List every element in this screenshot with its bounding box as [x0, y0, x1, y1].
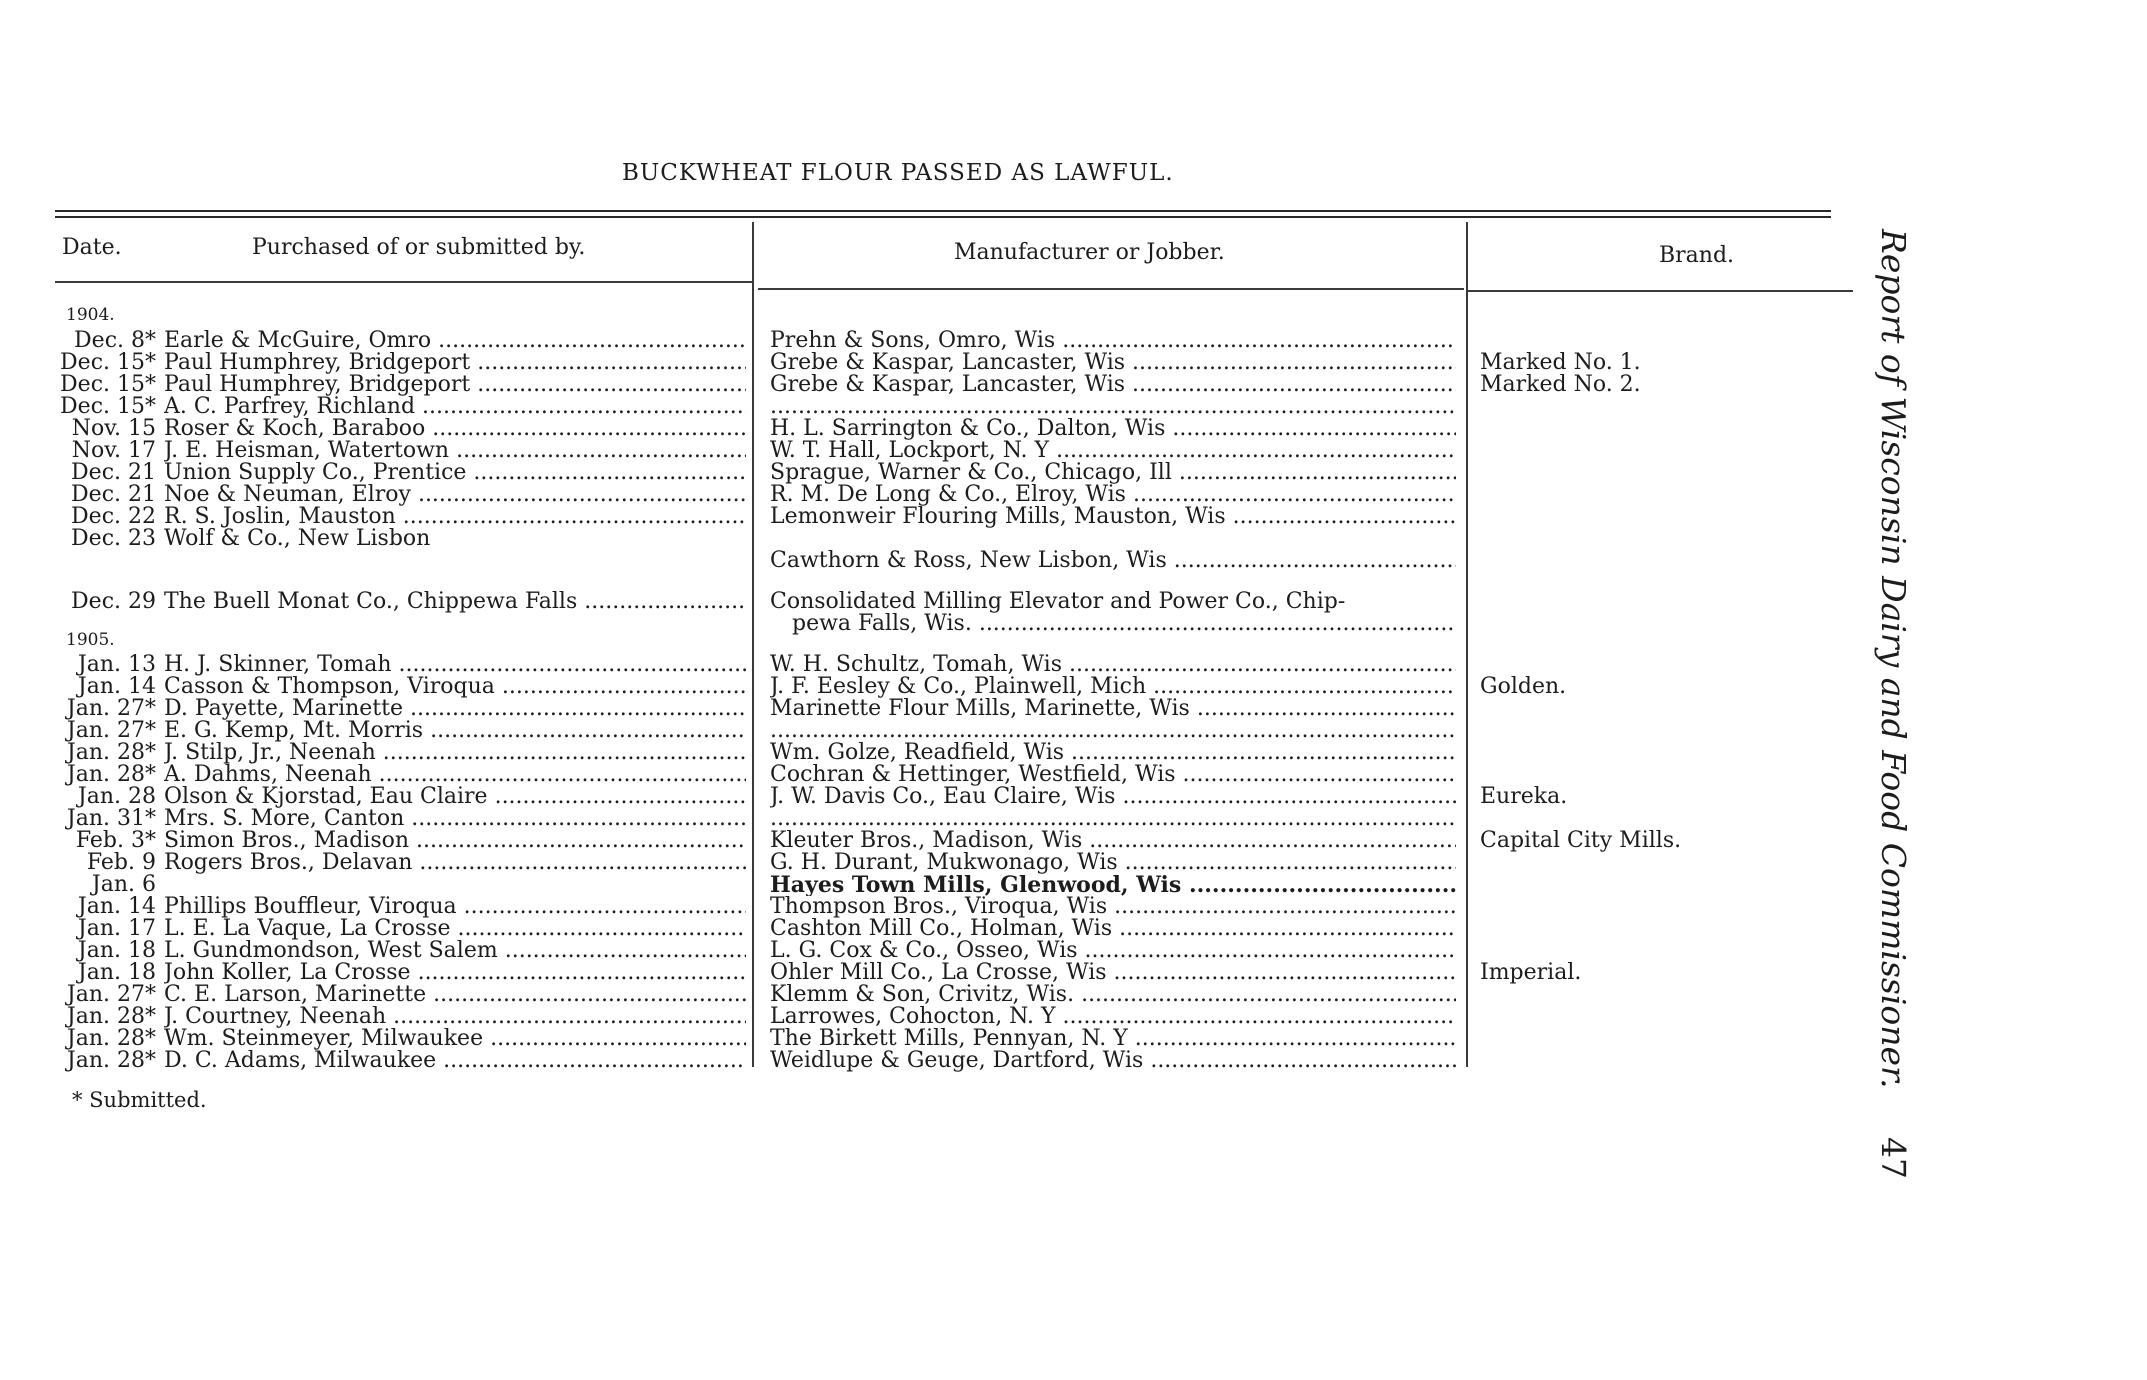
- date-cell: Dec. 15*: [60, 396, 156, 418]
- date-cell: Nov. 17: [71, 440, 156, 462]
- date-cell: Jan. 27*: [66, 698, 156, 720]
- table-row: [0, 352, 2147, 374]
- purchaser-cell: Mrs. S. More, Canton .....: [164, 808, 746, 830]
- date-cell: Dec. 21: [71, 462, 156, 484]
- maker-cell: Wm. Golze, Readfield, Wis .....: [770, 742, 1456, 764]
- maker-cell: Prehn & Sons, Omro, Wis .....: [770, 330, 1456, 352]
- date-cell: Jan. 18: [77, 940, 156, 962]
- table-row: [0, 940, 2147, 962]
- date-cell: Jan. 13: [77, 654, 156, 676]
- table-row: [0, 984, 2147, 1006]
- purchaser-cell: D. Payette, Marinette .....: [164, 698, 746, 720]
- table-row: [0, 550, 2147, 572]
- maker-cell: pewa Falls, Wis. .....: [770, 613, 1456, 635]
- purchaser-cell: A. C. Parfrey, Richland .....: [164, 396, 746, 418]
- table-row: [0, 374, 2147, 396]
- header-purchaser: Purchased of or submitted by.: [252, 235, 586, 260]
- maker-cell: Cochran & Hettinger, Westfield, Wis .....: [770, 764, 1456, 786]
- purchaser-cell: Paul Humphrey, Bridgeport .....: [164, 374, 746, 396]
- top-double-rule-upper: [55, 210, 1831, 212]
- maker-cell: Lemonweir Flouring Mills, Mauston, Wis .....: [770, 506, 1456, 528]
- date-cell: Jan. 18: [77, 962, 156, 984]
- brand-cell: Marked No. 1.: [1480, 352, 1641, 374]
- page-number: 47: [1874, 1137, 1913, 1180]
- maker-cell: W. T. Hall, Lockport, N. Y .....: [770, 440, 1456, 462]
- table-row: [0, 484, 2147, 506]
- purchaser-cell: Earle & McGuire, Omro .....: [164, 330, 746, 352]
- running-head: [1874, 229, 1913, 1179]
- purchaser-cell: C. E. Larson, Marinette .....: [164, 984, 746, 1006]
- purchaser-cell: Roser & Koch, Baraboo .....: [164, 418, 746, 440]
- brand-cell: Golden.: [1480, 676, 1567, 698]
- maker-cell: Klemm & Son, Crivitz, Wis. .....: [770, 984, 1456, 1006]
- table-row: [0, 962, 2147, 984]
- table-row: [0, 830, 2147, 852]
- date-cell: Dec. 22: [71, 506, 156, 528]
- date-cell: Jan. 14: [77, 676, 156, 698]
- brand-cell: Marked No. 2.: [1480, 374, 1641, 396]
- table-row: [0, 506, 2147, 528]
- purchaser-cell: Union Supply Co., Prentice .....: [164, 462, 746, 484]
- header-rule-middle: [758, 288, 1464, 290]
- table-row: [0, 896, 2147, 918]
- maker-cell: [770, 808, 1456, 830]
- brand-cell: Capital City Mills.: [1480, 830, 1682, 852]
- maker-cell: W. H. Schultz, Tomah, Wis .....: [770, 654, 1456, 676]
- table-row: [0, 528, 2147, 550]
- date-cell: Nov. 15: [71, 418, 156, 440]
- purchaser-cell: Noe & Neuman, Elroy .....: [164, 484, 746, 506]
- header-rule-right: [1468, 290, 1853, 292]
- maker-cell: Hayes Town Mills, Glenwood, Wis .....: [770, 874, 1456, 896]
- brand-cell: Eureka.: [1480, 786, 1568, 808]
- date-cell: Jan. 28*: [66, 1050, 156, 1072]
- purchaser-cell: J. E. Heisman, Watertown .....: [164, 440, 746, 462]
- purchaser-cell: E. G. Kemp, Mt. Morris .....: [164, 720, 746, 742]
- top-double-rule-lower: [55, 216, 1831, 218]
- date-cell: Jan. 31*: [66, 808, 156, 830]
- date-cell: Feb. 3*: [75, 830, 156, 852]
- table-row: [0, 330, 2147, 352]
- date-cell: Jan. 28*: [66, 742, 156, 764]
- date-cell: Dec. 21: [71, 484, 156, 506]
- purchaser-cell: Wolf & Co., New Lisbon: [164, 528, 431, 550]
- purchaser-cell: Casson & Thompson, Viroqua .....: [164, 676, 746, 698]
- table-row: [0, 462, 2147, 484]
- header-date: Date.: [62, 235, 122, 260]
- table-row: [0, 764, 2147, 786]
- maker-cell: Sprague, Warner & Co., Chicago, Ill .....: [770, 462, 1456, 484]
- year-label: 1904.: [66, 305, 115, 325]
- date-cell: Jan. 6: [91, 874, 156, 896]
- maker-cell: Consolidated Milling Elevator and Power Co., Chip-: [770, 591, 1346, 613]
- date-cell: Feb. 9: [86, 852, 156, 874]
- table-row: [0, 440, 2147, 462]
- maker-cell: Cashton Mill Co., Holman, Wis .....: [770, 918, 1456, 940]
- table-row: [0, 1050, 2147, 1072]
- year-label: 1905.: [66, 630, 115, 650]
- purchaser-cell: Rogers Bros., Delavan .....: [164, 852, 746, 874]
- table-row: [0, 396, 2147, 418]
- maker-cell: H. L. Sarrington & Co., Dalton, Wis .....: [770, 418, 1456, 440]
- table-row: [0, 786, 2147, 808]
- table-row: [0, 808, 2147, 830]
- date-cell: Jan. 17: [77, 918, 156, 940]
- maker-cell: Ohler Mill Co., La Crosse, Wis .....: [770, 962, 1456, 984]
- purchaser-cell: R. S. Joslin, Mauston .....: [164, 506, 746, 528]
- maker-cell: R. M. De Long & Co., Elroy, Wis .....: [770, 484, 1456, 506]
- maker-cell: Larrowes, Cohocton, N. Y .....: [770, 1006, 1456, 1028]
- maker-cell: Weidlupe & Geuge, Dartford, Wis .....: [770, 1050, 1456, 1072]
- purchaser-cell: J. Stilp, Jr., Neenah .....: [164, 742, 746, 764]
- running-head-text: Report of Wisconsin Dairy and Food Commissioner.: [1874, 229, 1913, 1089]
- footnote: * Submitted.: [72, 1088, 207, 1112]
- date-cell: Jan. 27*: [66, 984, 156, 1006]
- table-row: [0, 742, 2147, 764]
- header-maker: Manufacturer or Jobber.: [954, 240, 1225, 265]
- table-row: [0, 654, 2147, 676]
- brand-cell: Imperial.: [1480, 962, 1582, 984]
- table-row: [0, 613, 2147, 635]
- maker-cell: L. G. Cox & Co., Osseo, Wis .....: [770, 940, 1456, 962]
- maker-cell: [770, 720, 1456, 742]
- date-cell: Dec. 15*: [60, 352, 156, 374]
- date-cell: Dec. 8*: [74, 330, 156, 352]
- date-cell: Dec. 15*: [60, 374, 156, 396]
- date-cell: Jan. 28*: [66, 1006, 156, 1028]
- maker-cell: Marinette Flour Mills, Marinette, Wis .....: [770, 698, 1456, 720]
- table-row: [0, 676, 2147, 698]
- maker-cell: J. W. Davis Co., Eau Claire, Wis .....: [770, 786, 1456, 808]
- table-row: [0, 720, 2147, 742]
- purchaser-cell: The Buell Monat Co., Chippewa Falls .....: [164, 591, 746, 613]
- header-brand: Brand.: [1659, 243, 1735, 268]
- date-cell: Dec. 29: [71, 591, 156, 613]
- maker-cell: Kleuter Bros., Madison, Wis .....: [770, 830, 1456, 852]
- maker-cell: Cawthorn & Ross, New Lisbon, Wis .....: [770, 550, 1456, 572]
- table-row: [0, 418, 2147, 440]
- purchaser-cell: Simon Bros., Madison .....: [164, 830, 746, 852]
- purchaser-cell: Phillips Bouffleur, Viroqua .....: [164, 896, 746, 918]
- purchaser-cell: Wm. Steinmeyer, Milwaukee .....: [164, 1028, 746, 1050]
- table-row: [0, 874, 2147, 896]
- maker-cell: Thompson Bros., Viroqua, Wis .....: [770, 896, 1456, 918]
- maker-cell: Grebe & Kaspar, Lancaster, Wis .....: [770, 352, 1456, 374]
- date-cell: Jan. 28*: [66, 1028, 156, 1050]
- purchaser-cell: John Koller, La Crosse .....: [164, 962, 746, 984]
- purchaser-cell: Olson & Kjorstad, Eau Claire .....: [164, 786, 746, 808]
- table-row: [0, 1006, 2147, 1028]
- maker-cell: Grebe & Kaspar, Lancaster, Wis .....: [770, 374, 1456, 396]
- maker-cell: G. H. Durant, Mukwonago, Wis .....: [770, 852, 1456, 874]
- purchaser-cell: H. J. Skinner, Tomah .....: [164, 654, 746, 676]
- purchaser-cell: J. Courtney, Neenah .....: [164, 1006, 746, 1028]
- table-row: [0, 1028, 2147, 1050]
- date-cell: Jan. 28*: [66, 764, 156, 786]
- table-row: [0, 852, 2147, 874]
- purchaser-cell: L. Gundmondson, West Salem .....: [164, 940, 746, 962]
- date-cell: Dec. 23: [71, 528, 156, 550]
- header-rule-left: [55, 281, 752, 283]
- date-cell: Jan. 14: [77, 896, 156, 918]
- page-title: BUCKWHEAT FLOUR PASSED AS LAWFUL.: [622, 160, 1174, 186]
- date-cell: Jan. 28: [77, 786, 156, 808]
- maker-cell: J. F. Eesley & Co., Plainwell, Mich .....: [770, 676, 1456, 698]
- maker-cell: [770, 396, 1456, 418]
- purchaser-cell: D. C. Adams, Milwaukee .....: [164, 1050, 746, 1072]
- maker-cell: The Birkett Mills, Pennyan, N. Y .....: [770, 1028, 1456, 1050]
- table-row: [0, 591, 2147, 613]
- table-row: [0, 698, 2147, 720]
- date-cell: Jan. 27*: [66, 720, 156, 742]
- purchaser-cell: L. E. La Vaque, La Crosse .....: [164, 918, 746, 940]
- purchaser-cell: A. Dahms, Neenah .....: [164, 764, 746, 786]
- table-row: [0, 918, 2147, 940]
- purchaser-cell: Paul Humphrey, Bridgeport .....: [164, 352, 746, 374]
